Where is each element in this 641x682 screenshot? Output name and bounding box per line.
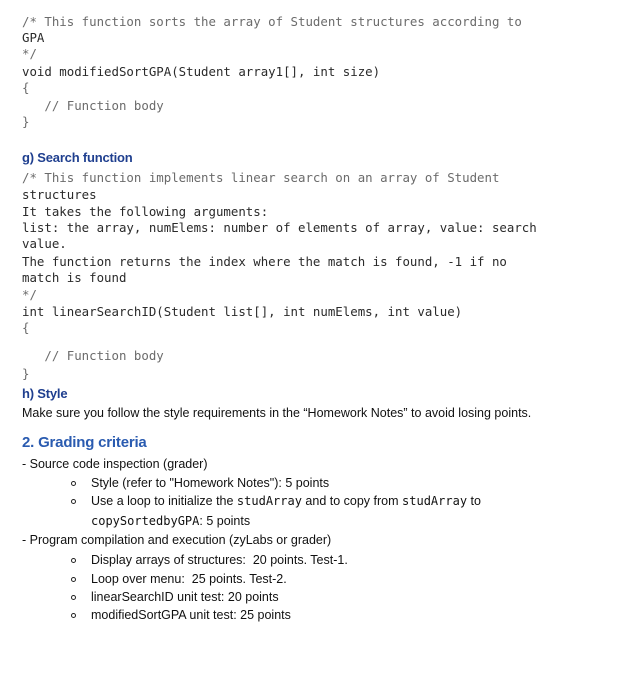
code-line: } [22,366,30,381]
code-line: { [22,80,30,95]
code-line: The function returns the index where the match is found, -1 if no [22,254,507,269]
loop-code-copysorted: copySortedbyGPA [91,514,200,528]
section-2-heading: 2. Grading criteria [22,434,147,451]
grading-item-style: Style (refer to "Homework Notes"): 5 points [91,476,330,490]
section-g-heading: g) Search function [22,150,133,165]
loop-text-prefix: Use a loop to initialize the [91,494,237,508]
grading-item-loop-line2 [91,513,250,529]
code-line: } [22,114,30,129]
bullet-circle-icon [71,595,76,600]
section-h-body: Make sure you follow the style requirements in the “Homework Notes” to avoid losing points. [22,406,532,420]
code-line: */ [22,287,37,302]
code-line: list: the array, numElems: number of elements of array, value: search [22,220,537,235]
code-line: void modifiedSortGPA(Student array1[], int size) [22,64,381,79]
loop-code-studarray-2: studArray [402,494,468,508]
bullet-circle-icon [71,499,76,504]
bullet-circle-icon [71,558,76,563]
code-line: match is found [22,270,127,285]
code-line: value. [22,236,67,251]
grading-group-execution: - Program compilation and execution (zyLabs or grader) [22,533,332,547]
code-line: */ [22,46,37,61]
bullet-circle-icon [71,613,76,618]
code-line: int linearSearchID(Student list[], int numElems, int value) [22,304,463,319]
section-h-heading: h) Style [22,386,68,401]
code-line: /* This function sorts the array of Student structures according to [22,14,522,29]
grading-item-linearsearch: linearSearchID unit test: 20 points [91,590,279,604]
code-line: structures [22,187,97,202]
code-line: // Function body [22,98,164,113]
grading-item-sortgpa: modifiedSortGPA unit test: 25 points [91,608,291,622]
code-line: { [22,320,30,335]
code-line: // Function body [22,348,164,363]
grading-group-source-inspection: - Source code inspection (grader) [22,457,208,471]
code-line: GPA [22,30,45,45]
loop-text-points: : 5 points [199,514,251,528]
code-line: It takes the following arguments: [22,204,269,219]
grading-item-menu: Loop over menu: 25 points. Test-2. [91,572,287,586]
bullet-circle-icon [71,481,76,486]
code-line: /* This function implements linear search on an array of Student [22,170,500,185]
grading-item-loop [91,493,481,509]
grading-item-display: Display arrays of structures: 20 points. Test-1. [91,553,348,567]
bullet-circle-icon [71,577,76,582]
loop-text-suffix: to [467,494,481,508]
loop-code-studarray: studArray [236,494,302,508]
loop-text-mid: and to copy from [301,494,403,508]
